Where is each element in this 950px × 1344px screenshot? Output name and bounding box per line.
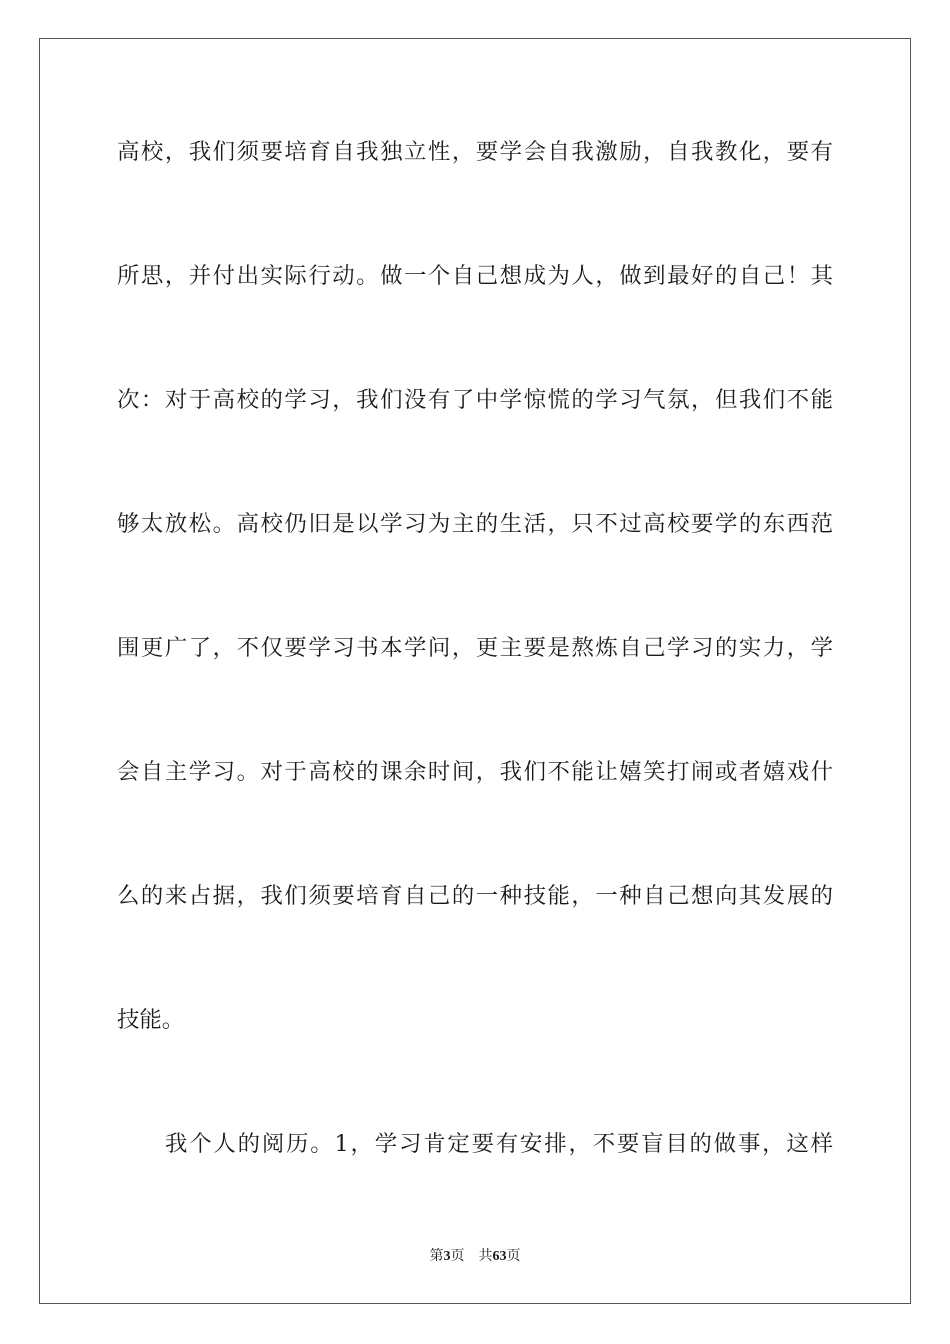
page-number: 3 [443,1249,451,1264]
text-line-7: 么的来占据，我们须要培育自己的一种技能，一种自己想向其发展的 [117,883,833,909]
text-line-1: 高校，我们须要培育自我独立性，要学会自我激励，自我教化，要有 [117,139,833,165]
total-suffix: 页 [506,1248,521,1264]
text-line-3: 次：对于高校的学习，我们没有了中学惊慌的学习气氛，但我们不能 [117,387,833,413]
total-pages: 63 [492,1249,507,1264]
total-prefix: 共 [478,1248,493,1264]
text-line-9: 我个人的阅历。1，学习肯定要有安排，不要盲目的做事，这样 [165,1131,833,1157]
page-border [39,38,911,1304]
page-prefix: 第 [429,1248,444,1264]
text-line-5: 围更广了，不仅要学习书本学问，更主要是熬炼自己学习的实力，学 [117,635,833,661]
text-line-4: 够太放松。高校仍旧是以学习为主的生活，只不过高校要学的东西范 [117,511,833,537]
text-line-8: 技能。 [117,1007,185,1033]
text-line-6: 会自主学习。对于高校的课余时间，我们不能让嬉笑打闹或者嬉戏什 [117,759,833,785]
text-line-2: 所思，并付出实际行动。做一个自己想成为人，做到最好的自己！其 [117,263,833,289]
page-suffix: 页 [450,1248,465,1264]
page-footer [0,1246,950,1267]
